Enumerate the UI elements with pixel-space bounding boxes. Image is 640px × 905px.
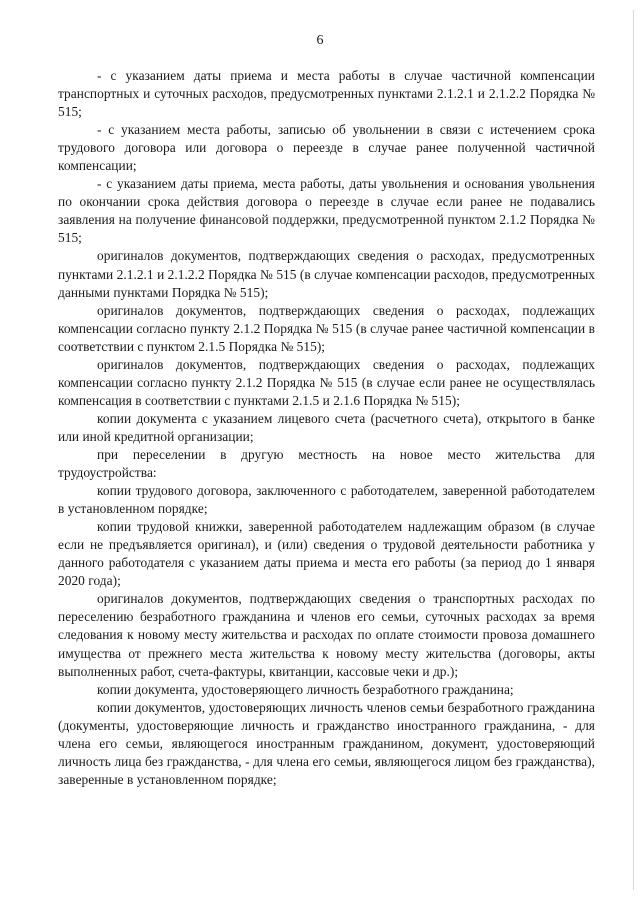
scan-edge-line	[633, 10, 634, 890]
paragraph-original-documents-partial-compensation: оригиналов документов, подтверждающих сведения о расходах, подлежащих компенсации согласно пункту 2.1.2 Порядка № 515 (в случае ранее частичной компенсации в соответствии с пунктом 2.1.5 Порядка № 515);	[58, 302, 595, 354]
paragraph-original-documents-no-prior-compensation: оригиналов документов, подтверждающих сведения о расходах, подлежащих компенсации согласно пункту 2.1.2 Порядка № 515 (в случае если ранее не осуществлялась компенсация в соответствии с пунктами 2.1.5 и 2.1.6 Порядка № 515);	[58, 356, 595, 408]
paragraph-relocation-expense-documents: оригиналов документов, подтверждающих сведения о транспортных расходах по переселению безработного гражданина и членов его семьи, суточных расходах за время следования к новому месту жительства и расходах по оплате стоимости провоза домашнего имущества от прежнего места жительства к новому месту жительства (договоры, акты выполненных работ, счета-фактуры, квитанции, кассовые чеки и др.);	[58, 591, 595, 679]
paragraph-employment-record-dismissal-basis: - с указанием даты приема, места работы, даты увольнения и основания увольнения по окончании срока действия договора о переезде в случае если ранее не подавались заявления на получение финансовой поддержки, предусмотренной пунктом 2.1.2 Порядка № 515;	[58, 176, 595, 246]
paragraph-family-identity-documents: копии документов, удостоверяющих личность членов семьи безработного гражданина (документы, удостоверяющие личность и гражданство иностранного гражданина, - для члена его семьи, являющегося иностранным гражданином, документ, удостоверяющий личность лица без гражданства, - для члена его семьи, являющегося лицом без гражданства), заверенные в установленном порядке;	[58, 699, 595, 787]
paragraph-work-record-book-copy: копии трудовой книжки, заверенной работодателем надлежащим образом (в случае если не предъявляется оригинал), и (или) сведения о трудовой деятельности работника у данного работодателя с указанием даты приема и места его работы (за период до 1 января 2020 года);	[58, 519, 595, 589]
paragraph-employment-record-dismissal: - с указанием места работы, записью об увольнении в связи с истечением срока трудового договора или договора о переезде в случае ранее полученной частичной компенсации;	[58, 122, 595, 174]
paragraph-identity-document-copy: копии документа, удостоверяющего личность безработного гражданина;	[97, 681, 514, 697]
paragraph-original-documents-expenses: оригиналов документов, подтверждающих сведения о расходах, предусмотренных пунктами 2.1.2.1 и 2.1.2.2 Порядка № 515 (в случае компенсации расходов, предусмотренных данными пунктами Порядка № 515);	[58, 248, 595, 300]
document-body	[58, 67, 595, 789]
paragraph-employment-contract-copy: копии трудового договора, заключенного с работодателем, заверенной работодателем в установленном порядке;	[58, 483, 595, 517]
paragraph-employment-record-partial-compensation: - с указанием даты приема и места работы в случае частичной компенсации транспортных и суточных расходов, предусмотренных пунктами 2.1.2.1 и 2.1.2.2 Порядка № 515;	[58, 68, 595, 120]
page-number: 6	[316, 33, 324, 48]
paragraph-relocation-heading: при переселении в другую местность на новое место жительства для трудоустройства:	[58, 446, 595, 481]
paragraph-bank-account-document: копии документа с указанием лицевого счета (расчетного счета), открытого в банке или иной кредитной организации;	[58, 410, 595, 444]
